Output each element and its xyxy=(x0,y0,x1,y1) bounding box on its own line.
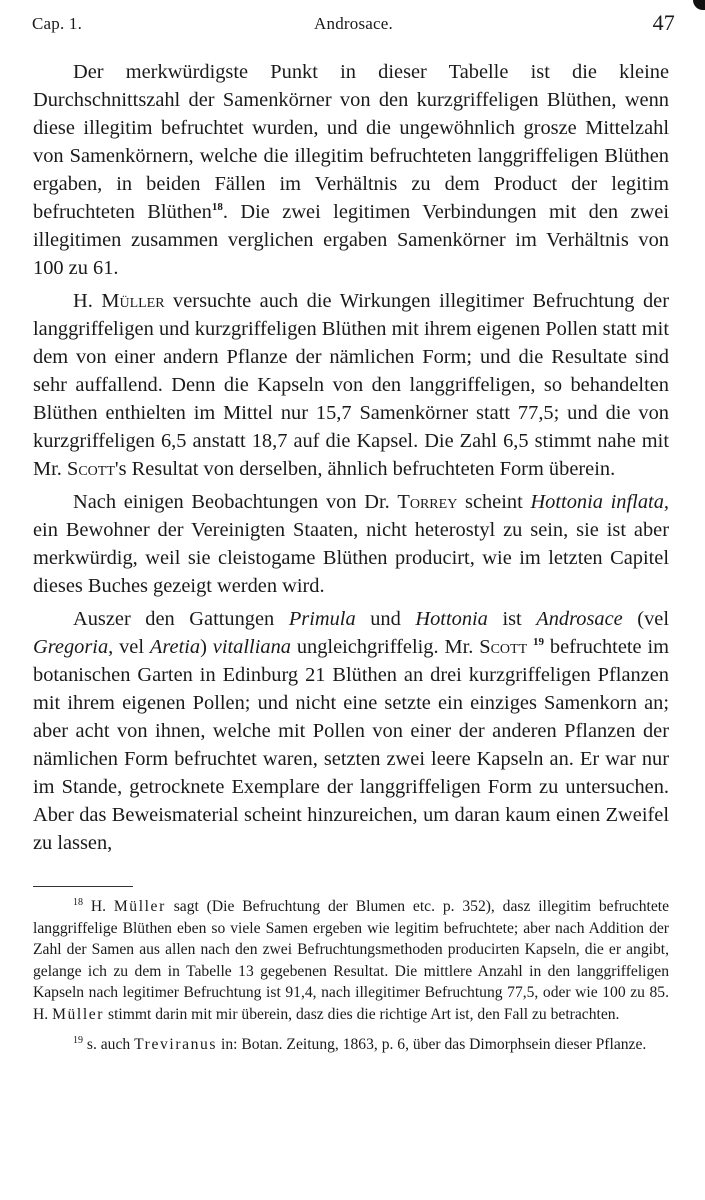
text-run: ) xyxy=(200,636,213,658)
italic-term: Hottonia inflata, xyxy=(530,491,669,513)
footnote-rule xyxy=(33,886,133,887)
text-run: H. xyxy=(73,290,102,312)
footnote xyxy=(33,896,669,1026)
text-run: ungleichgriffelig. Mr. xyxy=(290,636,480,658)
text-run: befruchtete im botanischen Garten in Edinburg 21 Blüthen an drei kurzgriffeligen Pflanzen mit ihrem eigenen Pollen; und nicht eine setzte ein einziges Samenkorn an; aber acht von ihnen, welche mit Pollen von einer der anderen Pflanzen der nämlichen Form befruchtet waren, setzten zwei leere Kapseln an. Er war nur im Stande, getrocknete Exemplare der langgriffeligen Form zu untersuchen. Aber das Beweismaterial scheint hinzureichen, um daran kaum einen Zweifel zu lassen, xyxy=(33,636,669,854)
paragraph xyxy=(33,58,669,282)
paragraph xyxy=(33,287,669,483)
italic-term: Hottonia xyxy=(415,608,488,630)
text-run: ein Bewohner der Vereinigten Staaten, nicht heterostyl zu sein, sie ist aber merkwürdig, weil sie cleistogame Blüthen producirt, wie im letzten Capitel dieses Buches gezeigt werden wird. xyxy=(33,519,669,597)
text-run: ist xyxy=(487,608,537,630)
author-name: Torrey xyxy=(397,491,458,513)
text-run: in: Botan. Zeitung, 1863, p. 6, über das Dimorphsein dieser Pflanze. xyxy=(217,1035,647,1053)
text-run: s. auch xyxy=(83,1035,135,1053)
text-run: und xyxy=(355,608,416,630)
italic-term: Gregoria xyxy=(33,636,109,658)
italic-term: Primula xyxy=(288,608,356,630)
text-run: H. xyxy=(83,898,114,915)
author-name: Müller xyxy=(52,1005,105,1023)
page-number: 47 xyxy=(652,10,675,35)
text-run: sagt (Die Befruchtung der Blumen etc. p. 352), dasz illegitim befruchtete langgriffelige Blüthen eben so viele Samen ergeben wie legitim befruchtete; aber nach Addition der Zahl der Samen aus allen nach den zwei Befruchtungsmethoden producirten Kapseln, die er angibt, gelange ich zu dem in Tabelle 13 gegebenen Resultat. Die mittlere Anzahl in den langgriffeligen Kapseln nach legitimer Befruchtung ist 91,4, nach illegitimer Befruchtung 77,5, oder wie 100 zu 85. H. xyxy=(33,898,669,1023)
author-name: Müller xyxy=(113,898,166,915)
paragraph xyxy=(33,605,669,857)
text-run: stimmt darin mit mir überein, dasz dies die richtige Art ist, den Fall zu betrachten. xyxy=(104,1005,620,1023)
footnote xyxy=(33,1034,669,1056)
text-run: (vel xyxy=(622,608,669,630)
text-run: scheint xyxy=(457,491,531,513)
text-run: Nach einigen Beobachtungen von Dr. xyxy=(73,491,398,513)
text-run: Auszer den Gattungen xyxy=(73,608,289,630)
footnote-number: 18 xyxy=(73,896,83,908)
author-name: Scott xyxy=(479,636,528,658)
footnotes xyxy=(33,896,669,1063)
author-name: Treviranus xyxy=(134,1035,218,1053)
footnote-number: 19 xyxy=(73,1034,83,1046)
footnote-reference: 18 xyxy=(211,201,223,214)
running-head xyxy=(32,10,675,36)
text-run: , vel xyxy=(108,636,150,658)
footnote-reference: 19 xyxy=(533,636,545,649)
chapter-label: Cap. 1. xyxy=(32,14,83,33)
author-name: Scott xyxy=(67,458,115,480)
running-title: Androsace. xyxy=(314,14,393,33)
text-run: Der merkwürdigste Punkt in dieser Tabelle ist die kleine Durchschnittszahl der Samenkörner von den kurzgriffeligen Blüthen, wenn diese illegitim befruchtet wurden, und die ungewöhnlich grosze Mittelzahl von Samenkörnern, welche die illegitim befruchteten langgriffeligen Blüthen ergaben, in beiden Fällen im Verhältnis zu dem Product der legitim befruchteten Blüthen xyxy=(33,61,669,223)
paragraph xyxy=(33,488,669,600)
text-run: 's Resultat von derselben, ähnlich befruchteten Form überein. xyxy=(114,458,616,480)
italic-term: Aretia xyxy=(149,636,201,658)
italic-term: Androsace xyxy=(536,608,623,630)
italic-term: vitalliana xyxy=(212,636,291,658)
text-run: . Die zwei legitimen Verbindungen mit den zwei illegitimen zusammen verglichen ergaben Samenkörner im Verhältnis von 100 zu 61. xyxy=(33,201,670,279)
scan-corner-mark xyxy=(693,0,705,10)
body-text xyxy=(33,58,669,862)
text-run: versuchte auch die Wirkungen illegitimer Befruchtung der langgriffeligen und kurzgriffeligen Blüthen mit ihrem eigenen Pollen statt mit dem von einer andern Pflanze der nämlichen Form; und die Resultate sind sehr auffallend. Denn die Kapseln von den langgriffeligen, so behandelten Blüthen enthielten im Mittel nur 15,7 Samenkörner statt 77,5; und die von kurzgriffeligen 6,5 anstatt 18,7 auf die Kapsel. Die Zahl 6,5 stimmt nahe mit Mr. xyxy=(33,290,670,480)
author-name: Müller xyxy=(101,290,165,312)
